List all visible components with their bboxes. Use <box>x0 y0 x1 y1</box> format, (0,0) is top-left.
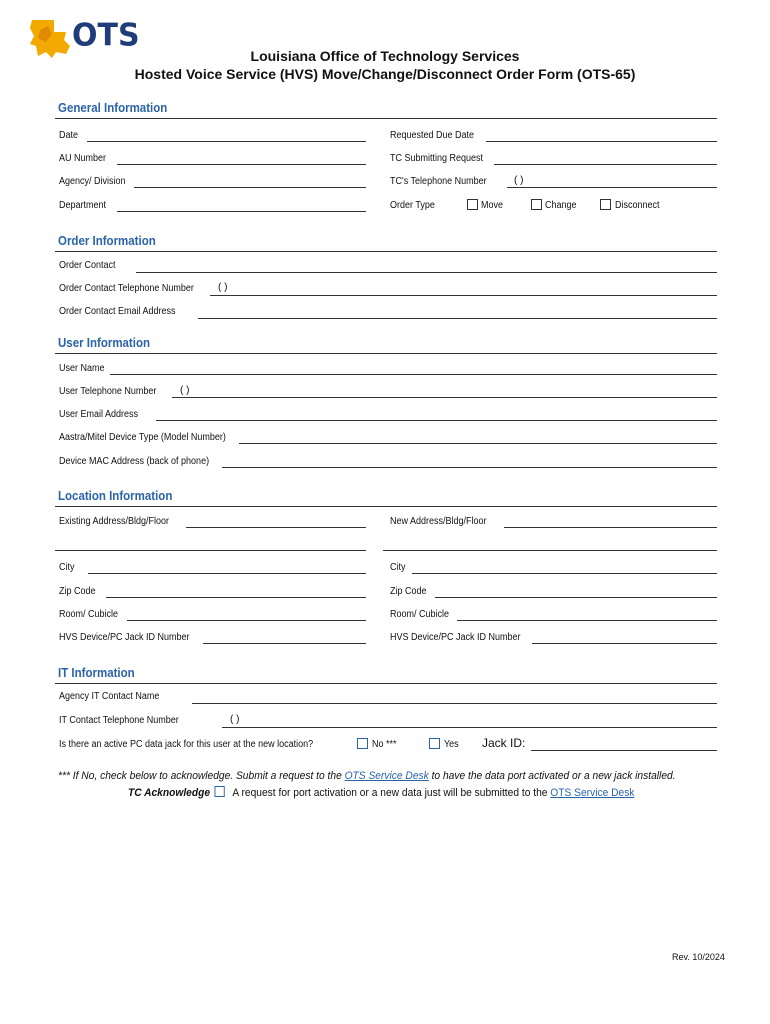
order-contact-field[interactable] <box>136 272 717 273</box>
ots-service-desk-link-2[interactable]: OTS Service Desk <box>550 787 635 799</box>
order-contact-phone-label: Order Contact Telephone Number <box>59 283 194 294</box>
order-contact-email-field[interactable] <box>198 318 717 319</box>
tc-telephone-parens: ( ) <box>514 175 524 186</box>
form-title-line2: Hosted Voice Service (HVS) Move/Change/Disconnect Order Form (OTS-65) <box>134 66 636 82</box>
tc-acknowledge-checkbox[interactable] <box>215 786 225 797</box>
section-divider <box>55 683 717 684</box>
existing-city-field[interactable] <box>88 573 366 574</box>
disconnect-checkbox[interactable] <box>600 199 611 210</box>
requested-due-date-label: Requested Due Date <box>390 130 475 141</box>
existing-room-label: Room/ Cubicle <box>59 609 119 620</box>
existing-room-field[interactable] <box>127 620 366 621</box>
new-jack-id-label: HVS Device/PC Jack ID Number <box>390 632 521 643</box>
existing-address-label: Existing Address/Bldg/Floor <box>59 516 170 527</box>
change-label: Change <box>545 200 577 211</box>
existing-address-field[interactable] <box>186 527 366 528</box>
new-city-field[interactable] <box>412 573 717 574</box>
new-zip-field[interactable] <box>435 597 717 598</box>
order-contact-phone-parens: ( ) <box>218 282 228 293</box>
section-it-heading: IT Information <box>58 666 135 680</box>
order-contact-phone-field[interactable] <box>210 295 717 296</box>
tc-submitting-field[interactable] <box>494 164 717 165</box>
section-divider <box>55 353 717 354</box>
device-type-label: Aastra/Mitel Device Type (Model Number) <box>59 432 226 443</box>
order-contact-email-label: Order Contact Email Address <box>59 306 176 317</box>
jack-id-field[interactable] <box>531 750 717 751</box>
change-checkbox[interactable] <box>531 199 542 210</box>
it-phone-label: IT Contact Telephone Number <box>59 715 179 726</box>
section-divider <box>55 118 717 119</box>
user-email-field[interactable] <box>156 420 717 421</box>
au-number-field[interactable] <box>117 164 366 165</box>
mac-address-field[interactable] <box>222 467 717 468</box>
move-checkbox[interactable] <box>467 199 478 210</box>
no-label: No *** <box>372 739 397 750</box>
new-city-label: City <box>390 562 406 573</box>
it-phone-parens: ( ) <box>230 714 240 725</box>
date-label: Date <box>59 130 79 141</box>
order-type-label: Order Type <box>390 200 435 211</box>
existing-jack-id-label: HVS Device/PC Jack ID Number <box>59 632 190 643</box>
existing-zip-field[interactable] <box>106 597 366 598</box>
department-label: Department <box>59 200 107 211</box>
tc-acknowledge-text: A request for port activation or a new data just will be submitted to the <box>232 787 551 799</box>
user-phone-parens: ( ) <box>180 385 190 396</box>
disconnect-label: Disconnect <box>615 200 660 211</box>
yes-checkbox[interactable] <box>429 738 440 749</box>
existing-address-field-line2[interactable] <box>55 550 366 551</box>
it-contact-label: Agency IT Contact Name <box>59 691 160 702</box>
new-address-label: New Address/Bldg/Floor <box>390 516 487 527</box>
user-name-label: User Name <box>59 363 105 374</box>
data-jack-question: Is there an active PC data jack for this user at the new location? <box>59 739 314 750</box>
order-contact-label: Order Contact <box>59 260 116 271</box>
tc-telephone-label: TC's Telephone Number <box>390 176 487 187</box>
ots-service-desk-link[interactable]: OTS Service Desk <box>344 770 429 782</box>
user-phone-label: User Telephone Number <box>59 386 157 397</box>
new-address-field-line2[interactable] <box>383 550 717 551</box>
acknowledge-note: *** If No, check below to acknowledge. Submit a request to the OTS Service Desk to have the data port activated or a new jack installed. <box>58 770 676 782</box>
au-number-label: AU Number <box>59 153 107 164</box>
form-title-line1: Louisiana Office of Technology Services <box>250 48 520 64</box>
agency-division-field[interactable] <box>134 187 366 188</box>
section-order-heading: Order Information <box>58 234 156 248</box>
jack-id-label: Jack ID: <box>482 736 526 750</box>
no-checkbox[interactable] <box>357 738 368 749</box>
tc-telephone-field[interactable] <box>507 187 717 188</box>
user-email-label: User Email Address <box>59 409 139 420</box>
existing-jack-id-field[interactable] <box>203 643 366 644</box>
section-location-heading: Location Information <box>58 489 173 503</box>
new-room-field[interactable] <box>457 620 717 621</box>
agency-division-label: Agency/ Division <box>59 176 126 187</box>
section-general-heading: General Information <box>58 101 168 115</box>
device-type-field[interactable] <box>239 443 717 444</box>
move-label: Move <box>481 200 504 211</box>
user-phone-field[interactable] <box>172 397 717 398</box>
new-jack-id-field[interactable] <box>532 643 717 644</box>
tc-acknowledge-label: TC Acknowledge <box>128 787 211 799</box>
user-name-field[interactable] <box>110 374 717 375</box>
mac-address-label: Device MAC Address (back of phone) <box>59 456 210 467</box>
new-room-label: Room/ Cubicle <box>390 609 450 620</box>
date-field[interactable] <box>87 141 366 142</box>
logo-text: OTS <box>72 17 140 54</box>
new-zip-label: Zip Code <box>390 586 427 597</box>
section-divider <box>55 506 717 507</box>
new-address-field[interactable] <box>504 527 717 528</box>
existing-zip-label: Zip Code <box>59 586 96 597</box>
existing-city-label: City <box>59 562 75 573</box>
tc-submitting-label: TC Submitting Request <box>390 153 484 164</box>
revision-label: Rev. 10/2024 <box>672 952 725 962</box>
department-field[interactable] <box>117 211 366 212</box>
tc-acknowledge-row <box>128 785 634 799</box>
it-phone-field[interactable] <box>222 727 717 728</box>
section-user-heading: User Information <box>58 336 151 350</box>
it-contact-field[interactable] <box>192 703 717 704</box>
requested-due-date-field[interactable] <box>486 141 717 142</box>
yes-label: Yes <box>444 739 459 750</box>
section-divider <box>55 251 717 252</box>
